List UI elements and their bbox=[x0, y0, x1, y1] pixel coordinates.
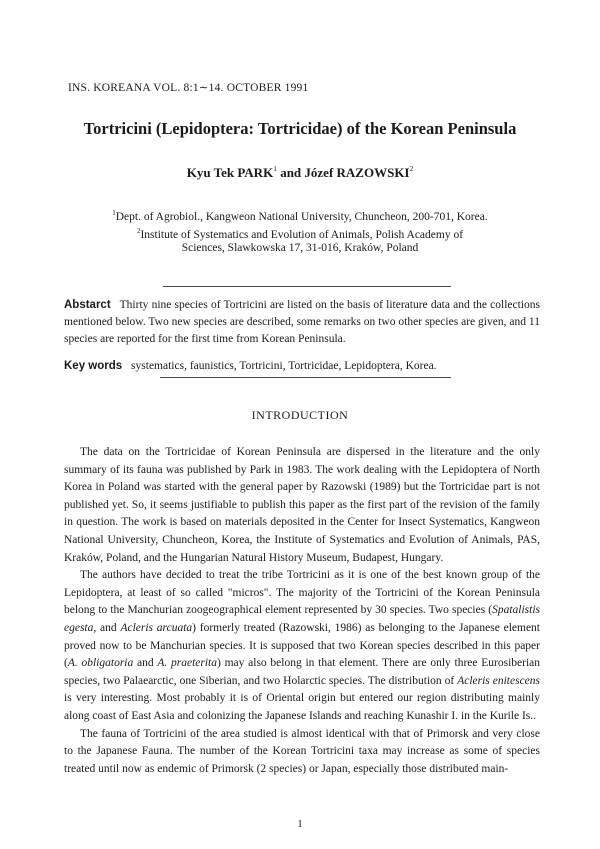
species-name: A. obligatoria bbox=[67, 657, 134, 670]
affiliation-1-mark: 1 bbox=[112, 209, 116, 217]
abstract-text: Thirty nine species of Tortricini are listed on the basis of literature data and the collections mentioned below. Two new species are described, some remarks on two other species are given, and 11 species are reported for the first time from Korean Peninsula. bbox=[64, 299, 540, 345]
author-line bbox=[50, 164, 550, 181]
affiliation-1 bbox=[60, 206, 540, 224]
author-2-mark: 2 bbox=[409, 164, 414, 173]
species-name: Spatalistis egesta bbox=[64, 604, 540, 634]
paragraph-2 bbox=[64, 567, 540, 725]
affiliation-2-mark: 2 bbox=[136, 227, 141, 235]
keywords-label: Key words bbox=[64, 360, 123, 372]
paragraph-2-text-a: The authors have decided to treat the tribe Tortricini as it is one of the best known group of the Lepidoptera, at least of so called "micros". The majority of the Tortricini of the Korean Peninsula belong to the Manchurian zoogeographical element represented by 30 species. Two species ( bbox=[64, 569, 540, 617]
author-connector: and bbox=[280, 165, 302, 180]
abstract-label: Abstarct bbox=[64, 299, 111, 311]
introduction-body bbox=[64, 444, 540, 778]
affiliation-2-text: Institute of Systematics and Evolution of Animals, Polish Academy of bbox=[140, 229, 464, 241]
paragraph-2-text-d: and bbox=[133, 657, 158, 670]
abstract-block bbox=[64, 297, 540, 348]
affiliation-2-continued bbox=[60, 241, 540, 255]
author-1-name: Kyu Tek PARK bbox=[186, 165, 274, 180]
keywords-block bbox=[64, 358, 540, 375]
species-name: A. praeterita bbox=[157, 657, 218, 670]
paragraph-2-text-b: , and bbox=[93, 621, 121, 634]
species-name: Acleris arcuata bbox=[120, 621, 193, 634]
species-name: Acleris enitescens bbox=[457, 674, 540, 687]
paragraph-2-text-f: is very interesting. Most probably it is of Oriental origin but entered our region distributing mainly along coast of East Asia and colonizing the Japanese Islands and reaching Kunashir I. in the Kurile Is.. bbox=[64, 692, 540, 722]
page-number: 1 bbox=[297, 818, 303, 830]
journal-citation: INS. KOREANA VOL. 8:1∼14. OCTOBER 1991 bbox=[68, 82, 309, 94]
paragraph-2-text-e: ) may also belong in that element. There are only three Eurosiberian species, two Palaearctic, one Siberian, and two Holarctic species. The distribution of bbox=[64, 657, 540, 687]
abstract-top-rule bbox=[163, 286, 451, 287]
paragraph-1: The data on the Tortricidae of Korean Peninsula are dispersed in the literature and the only summary of its fauna was published by Park in 1983. The work dealing with the Lepidoptera of North Korea in Poland was started with the general paper by Razowski (1989) but the Tortricidae part is not published yet. So, it seems justifiable to publish this paper as the first part of the revision of the family in question. The work is based on materials deposited in the Center for Insect Systematics, Kangweon National University, Chuncheon, Korea, the Institute of Systematics and Evolution of Animals, PAS, Kraków, Poland, and the Hungarian Natural History Museum, Budapest, Hungary. bbox=[64, 446, 540, 564]
paper-title: Tortricini (Lepidoptera: Tortricidae) of the Korean Peninsula bbox=[83, 119, 517, 138]
paragraph-2-text-c: ) formerly treated (Razowski, 1986) as belonging to the Japanese element proved now to be Manchurian species. It is supposed that two Korean species described in this paper ( bbox=[64, 621, 540, 670]
keywords-bottom-rule bbox=[160, 377, 451, 378]
paragraph-3: The fauna of Tortricini of the area studied is almost identical with that of Primorsk and very close to the Japanese Fauna. The number of the Korean Tortricini taxa may increase as some of species treated until now as endemic of Primorsk (2 species) or Japan, especially those distributed main- bbox=[64, 727, 540, 775]
affiliation-1-text: Dept. of Agrobiol., Kangweon National University, Chuncheon, 200-701, Korea. bbox=[115, 211, 488, 223]
affiliation-3-text: Sciences, Slawkowska 17, 31-016, Kraków, Poland bbox=[181, 242, 419, 254]
author-1-mark: 1 bbox=[273, 164, 277, 173]
author-2-name: Józef RAZOWSKI bbox=[304, 165, 410, 180]
keywords-text: systematics, faunistics, Tortricini, Tortricidae, Lepidoptera, Korea. bbox=[131, 360, 437, 372]
affiliation-2 bbox=[60, 224, 540, 242]
section-heading-introduction: INTRODUCTION bbox=[251, 408, 349, 422]
